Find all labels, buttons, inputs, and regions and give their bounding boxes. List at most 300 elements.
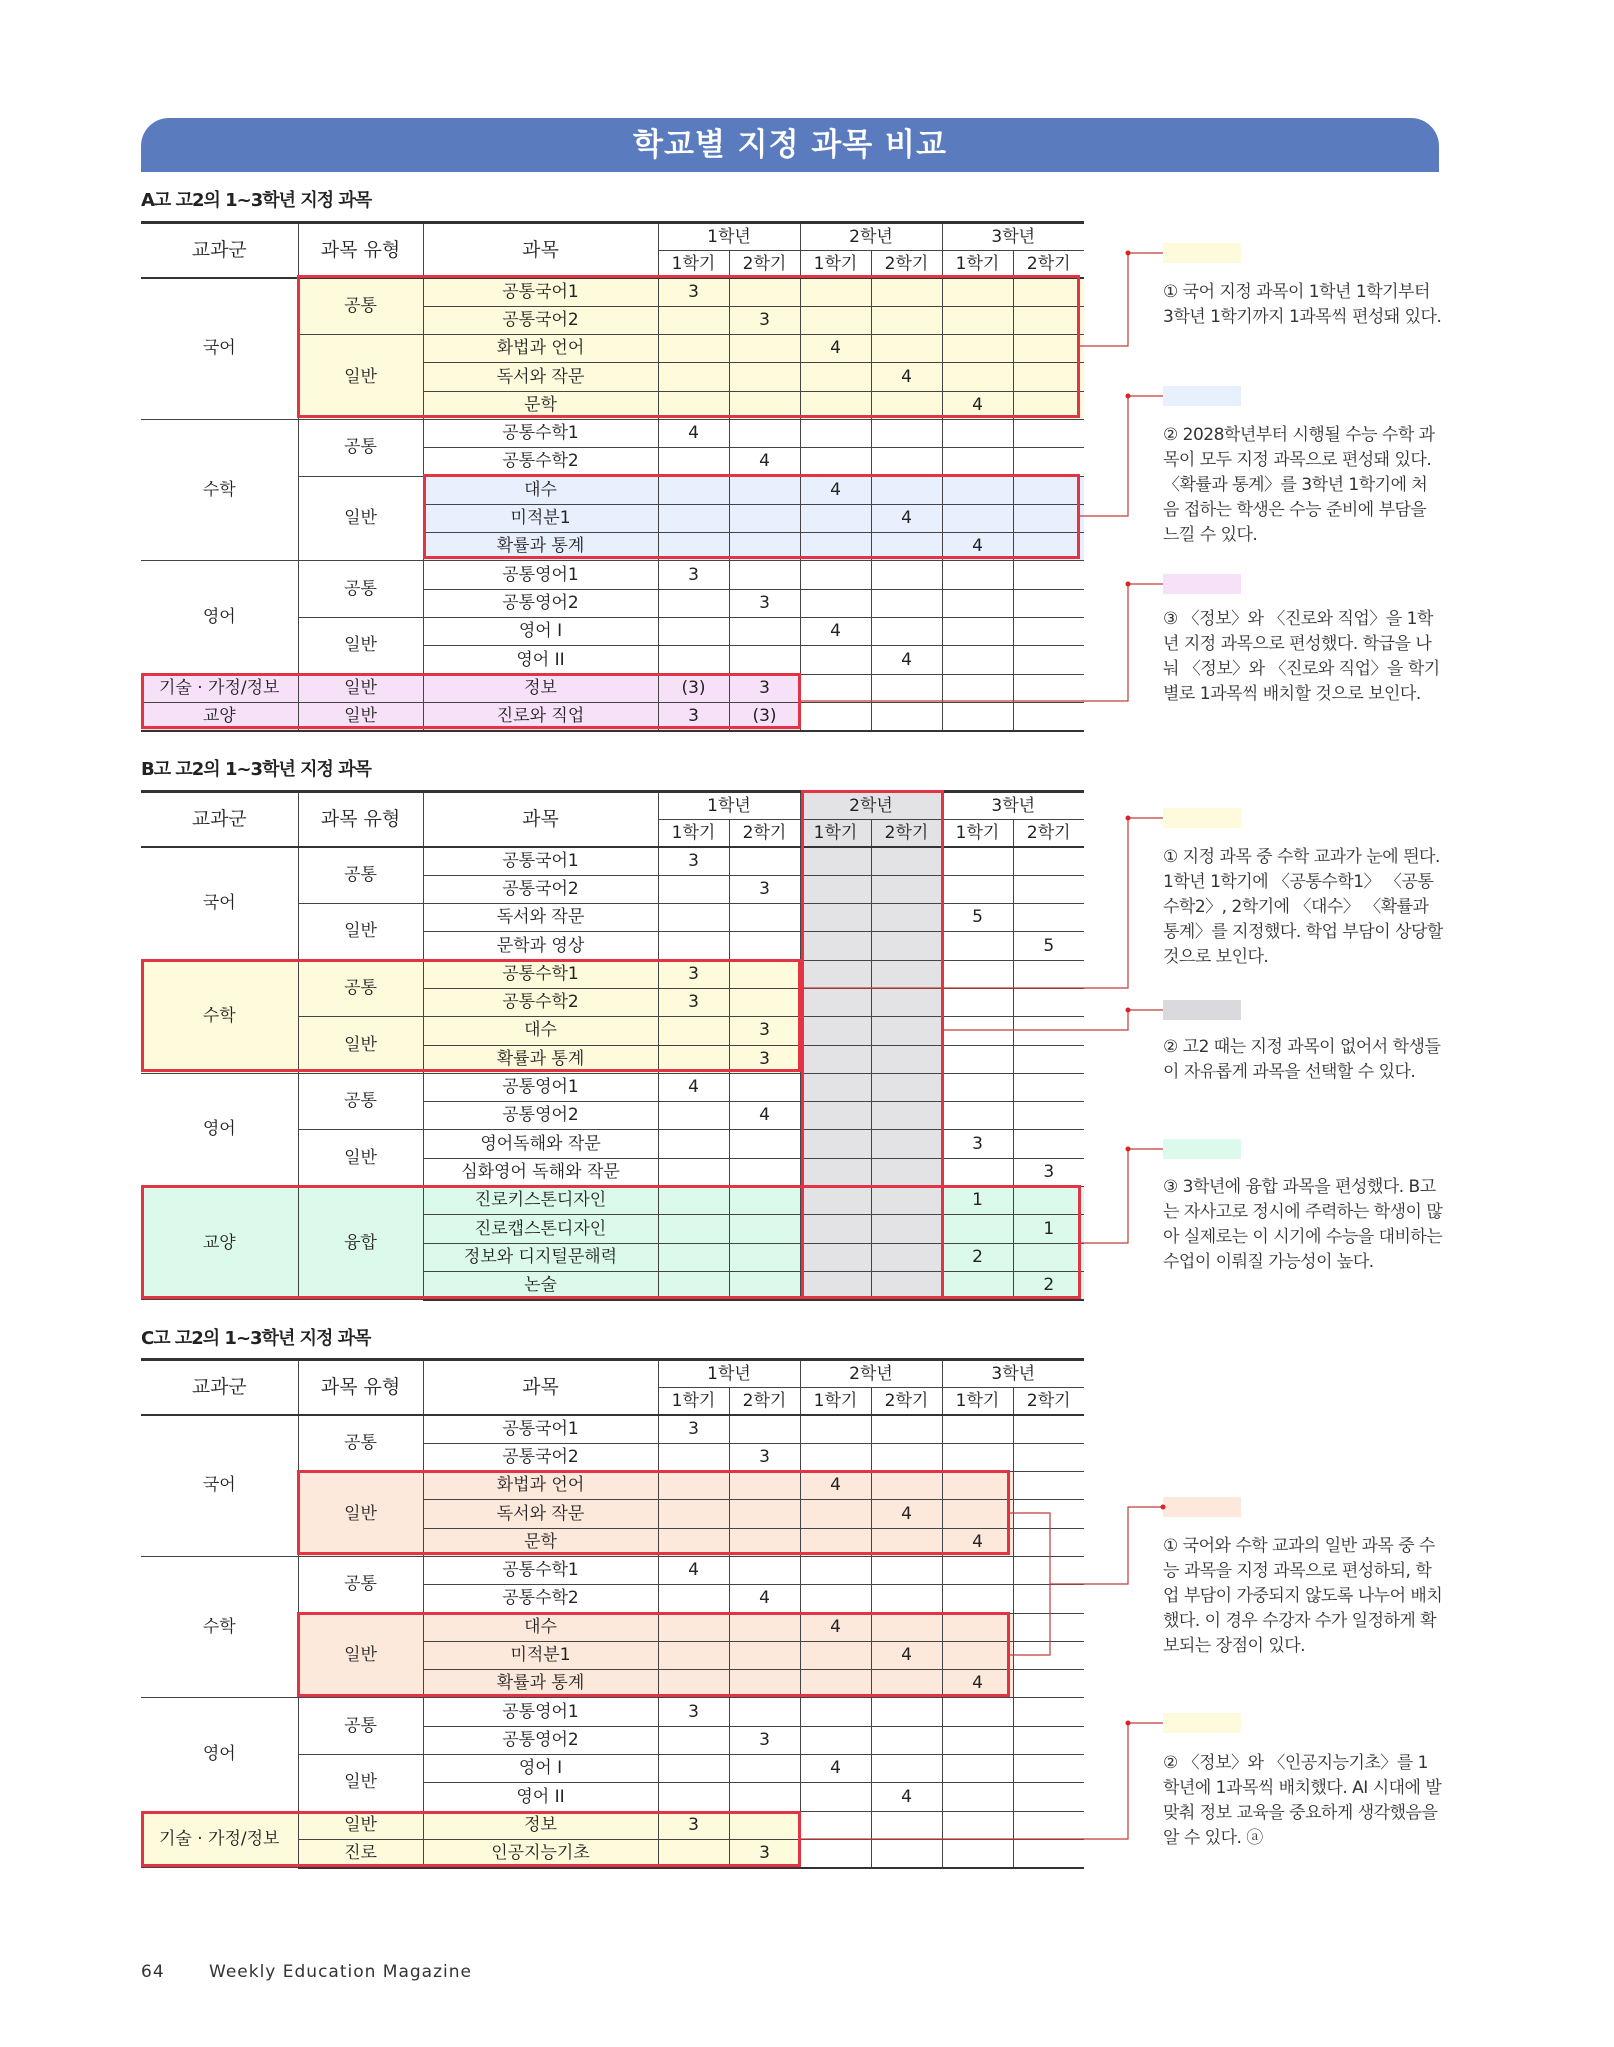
value-cell bbox=[729, 1500, 800, 1528]
value-cell bbox=[942, 589, 1013, 617]
note-swatch-blue bbox=[1163, 386, 1241, 406]
value-cell bbox=[729, 476, 800, 504]
type-cell: 공통 bbox=[298, 419, 423, 476]
value-cell: 4 bbox=[800, 1613, 871, 1641]
note-swatch-peach bbox=[1163, 1497, 1241, 1517]
note-c2: ② 〈정보〉와 〈인공지능기초〉를 1학년에 1과목씩 배치했다. AI 시대에 발맞춰 정보 교육을 중요하게 생각했음을 알 수 있다. ⓐ bbox=[1163, 1753, 1442, 1848]
type-cell: 공통 bbox=[298, 960, 423, 1017]
subject-cell: 영어 II bbox=[423, 646, 658, 674]
value-cell bbox=[658, 306, 729, 334]
value-cell: 4 bbox=[658, 1073, 729, 1101]
value-cell bbox=[942, 1783, 1013, 1811]
header-sem2: 2학기 bbox=[871, 1388, 942, 1416]
group-cell: 국어 bbox=[141, 278, 298, 419]
header-group: 교과군 bbox=[141, 1360, 298, 1416]
subject-cell: 공통수학1 bbox=[423, 419, 658, 447]
value-cell bbox=[1013, 1102, 1084, 1130]
subject-cell: 진로와 직업 bbox=[423, 702, 658, 730]
value-cell bbox=[800, 589, 871, 617]
value-cell bbox=[658, 533, 729, 561]
value-cell bbox=[800, 702, 871, 730]
header-year2: 2학년 bbox=[800, 792, 942, 820]
header-group: 교과군 bbox=[141, 792, 298, 848]
value-cell bbox=[942, 1271, 1013, 1299]
header-year3: 3학년 bbox=[942, 1360, 1084, 1388]
value-cell bbox=[871, 419, 942, 447]
subject-cell: 독서와 작문 bbox=[423, 904, 658, 932]
group-cell: 영어 bbox=[141, 1698, 298, 1811]
table-b bbox=[141, 790, 1084, 1301]
type-cell: 일반 bbox=[298, 1613, 423, 1698]
value-cell bbox=[800, 847, 871, 875]
value-cell bbox=[942, 1415, 1013, 1443]
value-cell bbox=[1013, 1045, 1084, 1073]
subject-cell: 공통수학2 bbox=[423, 988, 658, 1016]
value-cell bbox=[1013, 589, 1084, 617]
section-c-title: C고 고2의 1~3학년 지정 과목 bbox=[141, 1328, 371, 1349]
header-sem2: 2학기 bbox=[729, 251, 800, 279]
value-cell bbox=[1013, 1783, 1084, 1811]
note-swatch-yellow bbox=[1163, 1713, 1241, 1733]
value-cell bbox=[871, 448, 942, 476]
value-cell bbox=[729, 646, 800, 674]
value-cell bbox=[1013, 988, 1084, 1016]
value-cell bbox=[729, 988, 800, 1016]
value-cell bbox=[800, 363, 871, 391]
value-cell bbox=[871, 1670, 942, 1698]
value-cell bbox=[658, 1102, 729, 1130]
value-cell bbox=[658, 1045, 729, 1073]
value-cell bbox=[871, 988, 942, 1016]
value-cell bbox=[871, 1187, 942, 1215]
value-cell bbox=[871, 1243, 942, 1271]
value-cell bbox=[800, 1698, 871, 1726]
value-cell bbox=[800, 1102, 871, 1130]
table-c bbox=[141, 1358, 1084, 1869]
header-group: 교과군 bbox=[141, 223, 298, 279]
value-cell bbox=[658, 1839, 729, 1867]
value-cell: 4 bbox=[871, 646, 942, 674]
value-cell: 5 bbox=[942, 904, 1013, 932]
value-cell bbox=[729, 1073, 800, 1101]
note-a2: ② 2028학년부터 시행될 수능 수학 과목이 모두 지정 과목으로 편성돼 있다. 〈확률과 통계〉를 3학년 1학기에 처음 접하는 학생은 수능 준비에 부담을 느낄 수 있다. bbox=[1163, 425, 1435, 545]
value-cell: 3 bbox=[658, 702, 729, 730]
value-cell bbox=[729, 1271, 800, 1299]
value-cell bbox=[800, 1811, 871, 1839]
value-cell bbox=[800, 533, 871, 561]
value-cell bbox=[1013, 960, 1084, 988]
value-cell bbox=[942, 1073, 1013, 1101]
subject-cell: 공통국어2 bbox=[423, 306, 658, 334]
value-cell bbox=[1013, 1528, 1084, 1556]
value-cell bbox=[942, 1102, 1013, 1130]
type-cell: 공통 bbox=[298, 1073, 423, 1130]
value-cell bbox=[729, 1528, 800, 1556]
value-cell bbox=[1013, 1839, 1084, 1867]
value-cell: 3 bbox=[1013, 1158, 1084, 1186]
value-cell bbox=[800, 674, 871, 702]
value-cell bbox=[800, 1726, 871, 1754]
header-sem2: 2학기 bbox=[729, 820, 800, 848]
header-sem1: 1학기 bbox=[942, 820, 1013, 848]
value-cell bbox=[871, 1130, 942, 1158]
value-cell: 4 bbox=[658, 1556, 729, 1584]
note-a3: ③ 〈정보〉와 〈진로와 직업〉을 1학년 지정 과목으로 편성했다. 학급을 나눠 〈정보〉와 〈진로와 직업〉을 학기별로 1과목씩 배치할 것으로 보인다. bbox=[1163, 609, 1440, 704]
value-cell bbox=[871, 932, 942, 960]
value-cell bbox=[871, 1698, 942, 1726]
subject-cell: 독서와 작문 bbox=[423, 1500, 658, 1528]
value-cell bbox=[800, 1073, 871, 1101]
value-cell bbox=[942, 960, 1013, 988]
subject-cell: 대수 bbox=[423, 1613, 658, 1641]
value-cell bbox=[1013, 1073, 1084, 1101]
value-cell bbox=[871, 533, 942, 561]
table-a bbox=[141, 221, 1084, 732]
value-cell: 5 bbox=[1013, 932, 1084, 960]
value-cell: 3 bbox=[658, 960, 729, 988]
value-cell bbox=[729, 1670, 800, 1698]
note-b2: ② 고2 때는 지정 과목이 없어서 학생들이 자유롭게 과목을 선택할 수 있다. bbox=[1163, 1037, 1441, 1082]
type-cell: 공통 bbox=[298, 1556, 423, 1613]
value-cell bbox=[1013, 448, 1084, 476]
type-cell: 일반 bbox=[298, 674, 423, 702]
value-cell bbox=[871, 1556, 942, 1584]
value-cell bbox=[942, 504, 1013, 532]
value-cell bbox=[729, 1613, 800, 1641]
type-cell: 일반 bbox=[298, 476, 423, 561]
value-cell bbox=[658, 476, 729, 504]
value-cell bbox=[658, 1130, 729, 1158]
value-cell bbox=[871, 1528, 942, 1556]
header-sem2: 2학기 bbox=[871, 820, 942, 848]
value-cell bbox=[658, 904, 729, 932]
page-title: 학교별 지정 과목 비교 bbox=[141, 118, 1439, 172]
note-swatch-green bbox=[1163, 1139, 1241, 1159]
value-cell bbox=[658, 1726, 729, 1754]
value-cell bbox=[942, 419, 1013, 447]
value-cell bbox=[942, 847, 1013, 875]
type-cell: 공통 bbox=[298, 561, 423, 618]
type-cell: 공통 bbox=[298, 1415, 423, 1472]
subject-cell: 독서와 작문 bbox=[423, 363, 658, 391]
subject-cell: 확률과 통계 bbox=[423, 1670, 658, 1698]
value-cell bbox=[871, 960, 942, 988]
value-cell bbox=[658, 618, 729, 646]
value-cell bbox=[658, 1243, 729, 1271]
header-year1: 1학년 bbox=[658, 792, 800, 820]
value-cell bbox=[1013, 1613, 1084, 1641]
value-cell bbox=[871, 391, 942, 419]
value-cell: 4 bbox=[871, 363, 942, 391]
value-cell: 3 bbox=[942, 1130, 1013, 1158]
value-cell bbox=[1013, 1017, 1084, 1045]
value-cell bbox=[658, 1755, 729, 1783]
value-cell bbox=[729, 618, 800, 646]
value-cell bbox=[871, 561, 942, 589]
value-cell bbox=[1013, 1130, 1084, 1158]
subject-cell: 공통영어1 bbox=[423, 1698, 658, 1726]
subject-cell: 심화영어 독해와 작문 bbox=[423, 1158, 658, 1186]
value-cell bbox=[800, 1443, 871, 1471]
value-cell bbox=[1013, 1243, 1084, 1271]
header-year1: 1학년 bbox=[658, 1360, 800, 1388]
subject-cell: 공통영어2 bbox=[423, 589, 658, 617]
value-cell bbox=[729, 1698, 800, 1726]
header-sem1: 1학기 bbox=[800, 820, 871, 848]
section-a-title: A고 고2의 1~3학년 지정 과목 bbox=[141, 190, 372, 211]
value-cell bbox=[658, 1158, 729, 1186]
header-sem2: 2학기 bbox=[1013, 820, 1084, 848]
group-cell: 교양 bbox=[141, 702, 298, 730]
value-cell bbox=[729, 363, 800, 391]
subject-cell: 공통국어2 bbox=[423, 1443, 658, 1471]
value-cell bbox=[800, 278, 871, 306]
value-cell bbox=[871, 1045, 942, 1073]
value-cell bbox=[800, 1415, 871, 1443]
value-cell: 3 bbox=[729, 875, 800, 903]
type-cell: 일반 bbox=[298, 335, 423, 420]
value-cell bbox=[658, 391, 729, 419]
value-cell bbox=[800, 1187, 871, 1215]
value-cell bbox=[800, 875, 871, 903]
value-cell bbox=[942, 561, 1013, 589]
subject-cell: 미적분1 bbox=[423, 1641, 658, 1669]
group-cell: 영어 bbox=[141, 1073, 298, 1186]
value-cell bbox=[729, 504, 800, 532]
subject-cell: 공통영어2 bbox=[423, 1726, 658, 1754]
note-b3: ③ 3학년에 융합 과목을 편성했다. B고는 자사고로 정시에 주력하는 학생이 많아 실제로는 이 시기에 수능을 대비하는 수업이 이뤄질 가능성이 높다. bbox=[1163, 1177, 1443, 1272]
type-cell: 공통 bbox=[298, 847, 423, 904]
value-cell bbox=[871, 278, 942, 306]
value-cell bbox=[871, 904, 942, 932]
value-cell bbox=[942, 448, 1013, 476]
value-cell bbox=[871, 335, 942, 363]
value-cell bbox=[942, 875, 1013, 903]
value-cell: 2 bbox=[942, 1243, 1013, 1271]
header-sem1: 1학기 bbox=[800, 251, 871, 279]
value-cell bbox=[942, 674, 1013, 702]
value-cell: 3 bbox=[658, 1698, 729, 1726]
header-type: 과목 유형 bbox=[298, 1360, 423, 1416]
value-cell bbox=[729, 1415, 800, 1443]
value-cell bbox=[871, 1585, 942, 1613]
value-cell bbox=[942, 1017, 1013, 1045]
value-cell bbox=[1013, 1698, 1084, 1726]
value-cell bbox=[800, 988, 871, 1016]
value-cell: 4 bbox=[871, 1500, 942, 1528]
value-cell bbox=[658, 1443, 729, 1471]
group-cell: 수학 bbox=[141, 960, 298, 1073]
group-cell: 교양 bbox=[141, 1187, 298, 1300]
value-cell bbox=[729, 1783, 800, 1811]
value-cell bbox=[871, 1415, 942, 1443]
value-cell bbox=[942, 988, 1013, 1016]
value-cell: 3 bbox=[658, 561, 729, 589]
header-sem2: 2학기 bbox=[1013, 251, 1084, 279]
header-sem2: 2학기 bbox=[729, 1388, 800, 1416]
value-cell bbox=[871, 1158, 942, 1186]
value-cell bbox=[658, 1670, 729, 1698]
value-cell bbox=[1013, 1755, 1084, 1783]
value-cell bbox=[658, 1613, 729, 1641]
value-cell bbox=[1013, 618, 1084, 646]
group-cell: 국어 bbox=[141, 847, 298, 960]
value-cell bbox=[1013, 391, 1084, 419]
value-cell bbox=[942, 1045, 1013, 1073]
subject-cell: 영어독해와 작문 bbox=[423, 1130, 658, 1158]
value-cell bbox=[871, 1726, 942, 1754]
value-cell bbox=[729, 904, 800, 932]
value-cell bbox=[942, 306, 1013, 334]
value-cell bbox=[800, 646, 871, 674]
value-cell bbox=[800, 932, 871, 960]
value-cell bbox=[942, 1698, 1013, 1726]
value-cell bbox=[729, 1158, 800, 1186]
header-sem1: 1학기 bbox=[942, 251, 1013, 279]
value-cell bbox=[800, 960, 871, 988]
value-cell: 3 bbox=[729, 1839, 800, 1867]
value-cell bbox=[871, 702, 942, 730]
value-cell bbox=[871, 1755, 942, 1783]
value-cell bbox=[800, 1271, 871, 1299]
value-cell: 3 bbox=[729, 589, 800, 617]
subject-cell: 영어 II bbox=[423, 1783, 658, 1811]
value-cell: 3 bbox=[658, 1811, 729, 1839]
value-cell bbox=[871, 618, 942, 646]
value-cell bbox=[942, 618, 1013, 646]
value-cell bbox=[800, 419, 871, 447]
value-cell bbox=[800, 1017, 871, 1045]
subject-cell: 확률과 통계 bbox=[423, 533, 658, 561]
group-cell: 영어 bbox=[141, 561, 298, 674]
subject-cell: 정보 bbox=[423, 1811, 658, 1839]
value-cell bbox=[658, 589, 729, 617]
value-cell bbox=[800, 1670, 871, 1698]
subject-cell: 진로키스톤디자인 bbox=[423, 1187, 658, 1215]
type-cell: 일반 bbox=[298, 1017, 423, 1074]
value-cell bbox=[800, 1158, 871, 1186]
type-cell: 일반 bbox=[298, 1130, 423, 1187]
value-cell bbox=[942, 1839, 1013, 1867]
value-cell: 4 bbox=[800, 1755, 871, 1783]
value-cell: 4 bbox=[942, 1528, 1013, 1556]
value-cell: 1 bbox=[1013, 1215, 1084, 1243]
value-cell: 4 bbox=[658, 419, 729, 447]
value-cell bbox=[800, 1045, 871, 1073]
value-cell bbox=[871, 306, 942, 334]
value-cell bbox=[1013, 1585, 1084, 1613]
subject-cell: 논술 bbox=[423, 1271, 658, 1299]
value-cell: 1 bbox=[942, 1187, 1013, 1215]
header-type: 과목 유형 bbox=[298, 223, 423, 279]
type-cell: 공통 bbox=[298, 1698, 423, 1755]
value-cell bbox=[1013, 419, 1084, 447]
value-cell: 3 bbox=[658, 988, 729, 1016]
value-cell bbox=[871, 476, 942, 504]
header-subject: 과목 bbox=[423, 1360, 658, 1416]
group-cell: 기술 · 가정/정보 bbox=[141, 1811, 298, 1868]
value-cell bbox=[658, 448, 729, 476]
value-cell: 4 bbox=[800, 335, 871, 363]
value-cell bbox=[1013, 1811, 1084, 1839]
value-cell bbox=[800, 904, 871, 932]
value-cell: 4 bbox=[800, 618, 871, 646]
header-year3: 3학년 bbox=[942, 792, 1084, 820]
subject-cell: 공통국어1 bbox=[423, 1415, 658, 1443]
value-cell: 3 bbox=[729, 1017, 800, 1045]
note-swatch-yellow bbox=[1163, 243, 1241, 263]
value-cell bbox=[942, 1500, 1013, 1528]
value-cell bbox=[729, 391, 800, 419]
value-cell bbox=[800, 1839, 871, 1867]
value-cell bbox=[658, 504, 729, 532]
header-year2: 2학년 bbox=[800, 1360, 942, 1388]
subject-cell: 공통수학1 bbox=[423, 1556, 658, 1584]
value-cell bbox=[1013, 533, 1084, 561]
value-cell bbox=[729, 561, 800, 589]
subject-cell: 공통국어2 bbox=[423, 875, 658, 903]
value-cell bbox=[942, 932, 1013, 960]
value-cell bbox=[871, 847, 942, 875]
value-cell bbox=[729, 1243, 800, 1271]
value-cell bbox=[658, 1187, 729, 1215]
group-cell: 국어 bbox=[141, 1415, 298, 1556]
header-year1: 1학년 bbox=[658, 223, 800, 251]
value-cell bbox=[729, 278, 800, 306]
header-sem2: 2학기 bbox=[1013, 1388, 1084, 1416]
value-cell bbox=[729, 533, 800, 561]
value-cell bbox=[1013, 702, 1084, 730]
type-cell: 일반 bbox=[298, 618, 423, 675]
value-cell bbox=[658, 1215, 729, 1243]
value-cell: 4 bbox=[871, 504, 942, 532]
value-cell bbox=[800, 391, 871, 419]
value-cell bbox=[1013, 1641, 1084, 1669]
value-cell bbox=[800, 504, 871, 532]
header-sem1: 1학기 bbox=[658, 1388, 729, 1416]
value-cell: 3 bbox=[658, 847, 729, 875]
section-b-title: B고 고2의 1~3학년 지정 과목 bbox=[141, 759, 371, 780]
value-cell bbox=[800, 448, 871, 476]
value-cell bbox=[800, 1783, 871, 1811]
header-year2: 2학년 bbox=[800, 223, 942, 251]
value-cell: 2 bbox=[1013, 1271, 1084, 1299]
value-cell: 4 bbox=[942, 1670, 1013, 1698]
value-cell bbox=[871, 674, 942, 702]
subject-cell: 공통수학2 bbox=[423, 448, 658, 476]
value-cell bbox=[942, 1613, 1013, 1641]
value-cell bbox=[942, 1811, 1013, 1839]
value-cell bbox=[942, 1556, 1013, 1584]
value-cell: 4 bbox=[800, 1472, 871, 1500]
type-cell: 일반 bbox=[298, 1755, 423, 1812]
value-cell bbox=[800, 1130, 871, 1158]
subject-cell: 대수 bbox=[423, 476, 658, 504]
value-cell: 3 bbox=[658, 278, 729, 306]
value-cell bbox=[658, 1500, 729, 1528]
value-cell bbox=[729, 932, 800, 960]
value-cell: 4 bbox=[729, 1585, 800, 1613]
value-cell bbox=[1013, 646, 1084, 674]
type-cell: 공통 bbox=[298, 278, 423, 335]
value-cell bbox=[729, 1130, 800, 1158]
group-cell: 수학 bbox=[141, 1556, 298, 1697]
subject-cell: 공통영어2 bbox=[423, 1102, 658, 1130]
subject-cell: 인공지능기초 bbox=[423, 1839, 658, 1867]
subject-cell: 공통국어1 bbox=[423, 847, 658, 875]
value-cell bbox=[1013, 1556, 1084, 1584]
value-cell bbox=[942, 702, 1013, 730]
